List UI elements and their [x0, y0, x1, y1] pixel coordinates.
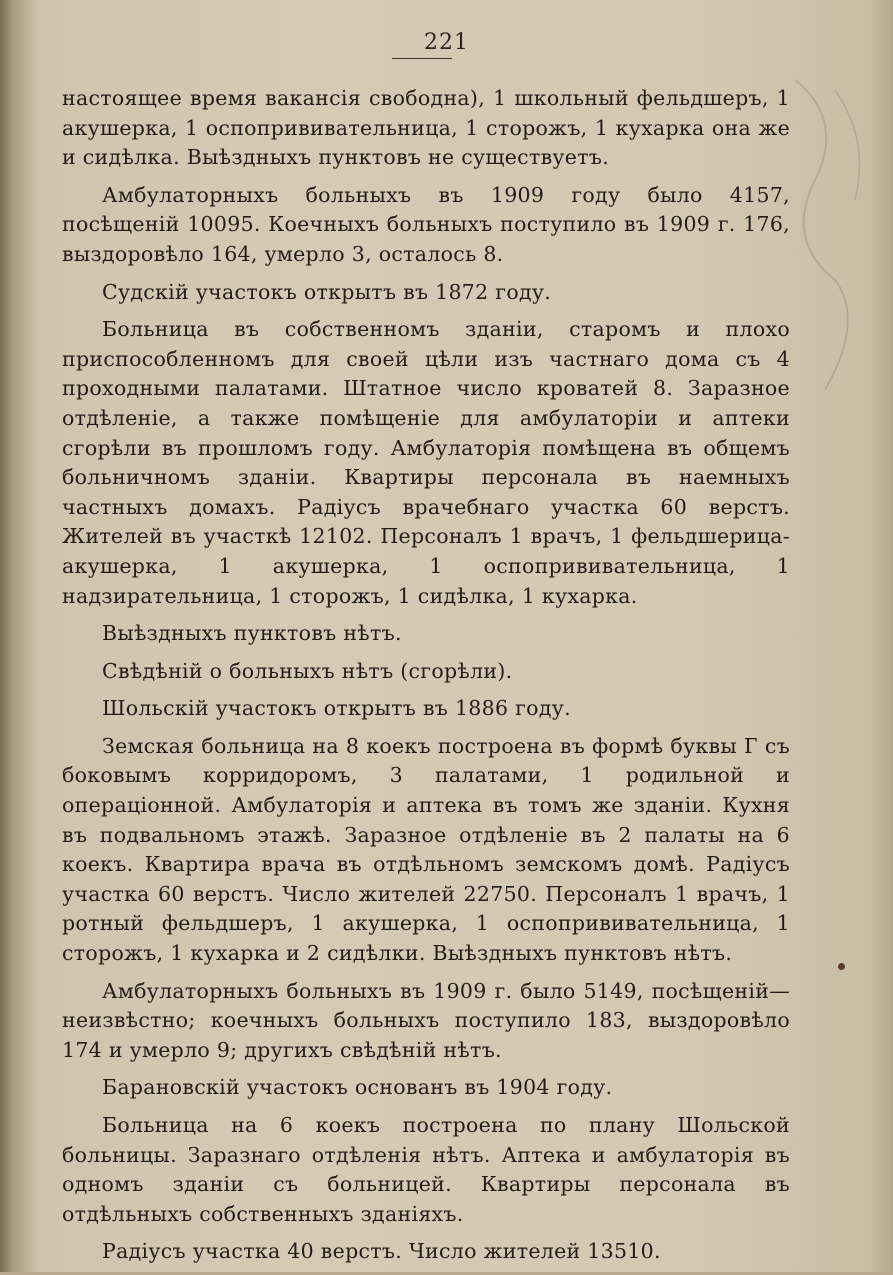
- paragraph: Шольскій участокъ открытъ въ 1886 году.: [102, 696, 571, 721]
- page-number-rule: [392, 58, 452, 59]
- paragraph: Выѣздныхъ пунктовъ нѣтъ.: [102, 621, 402, 646]
- paragraph: Радіусъ участка 40 верстъ. Число жителей 13510.: [102, 1239, 661, 1264]
- paragraph: Барановскій участокъ основанъ въ 1904 году.: [102, 1075, 613, 1100]
- paragraph: Свѣдѣній о больныхъ нѣтъ (сгорѣли).: [102, 658, 513, 683]
- paragraph: Судскій участокъ открытъ въ 1872 году.: [102, 279, 552, 304]
- paragraph: Амбулаторныхъ больныхъ въ 1909 г. было 5149, посѣщеній— неизвѣстно; коечныхъ больныхъ поступило 183, выздоровѣло 174 и умерло 9; другихъ свѣдѣній нѣтъ.: [62, 978, 790, 1062]
- paragraph: Больница на 6 коекъ построена по плану Шольской больницы. Заразнаго отдѣленія нѣтъ. Аптека и амбулаторія въ одномъ зданіи съ больницей. Квартиры персонала въ отдѣльныхъ собственныхъ зданіяхъ.: [62, 1113, 790, 1226]
- library-stamp-icon: [775, 60, 875, 420]
- paragraph: Амбулаторныхъ больныхъ въ 1909 году было 4157, посѣщеній 10095. Коечныхъ больныхъ поступило въ 1909 г. 176, выздоровѣло 164, умерло 3, осталось 8.: [62, 182, 790, 266]
- ink-spot-icon: [838, 963, 845, 970]
- page-number: 221: [424, 30, 469, 55]
- paragraph: Земская больница на 8 коекъ построена въ формѣ буквы Г съ боковымъ корридоромъ, 3 палатами, 1 родильной и операціонной. Амбулаторія и аптека въ томъ же зданіи. Кухня въ подвальномъ этажѣ. Заразное отдѣленіе въ 2 палаты на 6 коекъ. Квартира врача въ отдѣльномъ земскомъ домѣ. Радіусъ участка 60 верстъ. Число жителей 22750. Персоналъ 1 врачъ, 1 ротный фельдшеръ, 1 акушерка, 1 оспопрививательница, 1 сторожъ, 1 кухарка и 2 сидѣлки. Выѣздныхъ пунктовъ нѣтъ.: [62, 733, 790, 966]
- paragraph: настоящее время вакансія свободна), 1 школьный фельдшеръ, 1 акушерка, 1 оспопрививательница, 1 сторожъ, 1 кухарка она же и сидѣлка. Выѣздныхъ пунктовъ не существуетъ.: [62, 86, 790, 170]
- article-body: [62, 84, 790, 1275]
- paragraph: Больница въ собственномъ зданіи, старомъ и плохо приспособленномъ для своей цѣли изъ частнаго дома съ 4 проходными палатами. Штатное число кроватей 8. Заразное отдѣленіе, а также помѣщеніе для амбулаторіи и аптеки сгорѣли въ прошломъ году. Амбулаторія помѣщена въ общемъ больничномъ зданіи. Квартиры персонала въ наемныхъ частныхъ домахъ. Радіусъ врачебнаго участка 60 верстъ. Жителей въ участкѣ 12102. Персоналъ 1 врачъ, 1 фельдшерица-акушерка, 1 акушерка, 1 оспопрививательница, 1 надзирательница, 1 сторожъ, 1 сидѣлка, 1 кухарка.: [62, 317, 790, 608]
